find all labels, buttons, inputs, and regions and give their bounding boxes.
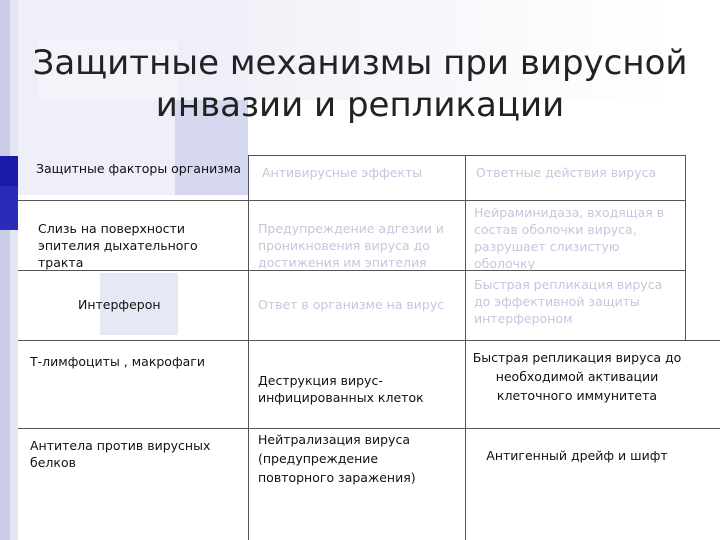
decor-left-strip-light bbox=[10, 0, 18, 540]
table-divider-right bbox=[685, 155, 686, 340]
table-cell-effect: Предупреждение адгезии и проникновения вируса до достижения им эпителия bbox=[258, 221, 444, 270]
table-cell-factor: Слизь на поверхности эпителия дыхательного тракта bbox=[38, 221, 198, 270]
table-cell-factor: Т-лимфоциты , макрофаги bbox=[30, 354, 205, 369]
decor-dark-block bbox=[0, 186, 18, 230]
decor-left-strip bbox=[0, 0, 10, 540]
table-cell-response: Антигенный дрейф и шифт bbox=[486, 448, 668, 463]
table-border-top bbox=[248, 155, 686, 156]
table-cell-response: Быстрая репликация вируса до необходимой активации клеточного иммунитета bbox=[472, 350, 682, 403]
table-cell-factor: Антитела против вирусных белков bbox=[30, 438, 211, 470]
table-header-antiviral-effects: Антивирусные эффекты bbox=[262, 165, 423, 180]
table-row-divider bbox=[18, 200, 686, 201]
table-divider-col1 bbox=[248, 155, 249, 540]
table-cell-response: Нейраминидаза, входящая в состав оболочки вируса, разрушает слизистую оболочку bbox=[474, 205, 665, 271]
table-header-virus-response: Ответные действия вируса bbox=[476, 165, 657, 180]
decor-dark-block-top bbox=[0, 156, 18, 186]
table-cell-response: Быстрая репликация вируса до эффективной защиты интерфероном bbox=[474, 277, 663, 326]
table-cell-factor: Интерферон bbox=[78, 297, 161, 312]
table-header-protective-factors: Защитные факторы организма bbox=[36, 161, 242, 176]
table-row-divider bbox=[18, 428, 720, 429]
table-divider-col2 bbox=[465, 155, 466, 540]
table-cell-effect: Ответ в организме на вирус bbox=[258, 297, 445, 312]
table-row-divider bbox=[18, 340, 720, 341]
slide-title: Защитные механизмы при вирусной инвазии и репликации bbox=[32, 43, 688, 125]
table-cell-effect: Деструкция вирус-инфицированных клеток bbox=[258, 373, 424, 405]
table-cell-effect: Нейтрализация вируса (предупреждение повторного заражения) bbox=[258, 432, 416, 485]
